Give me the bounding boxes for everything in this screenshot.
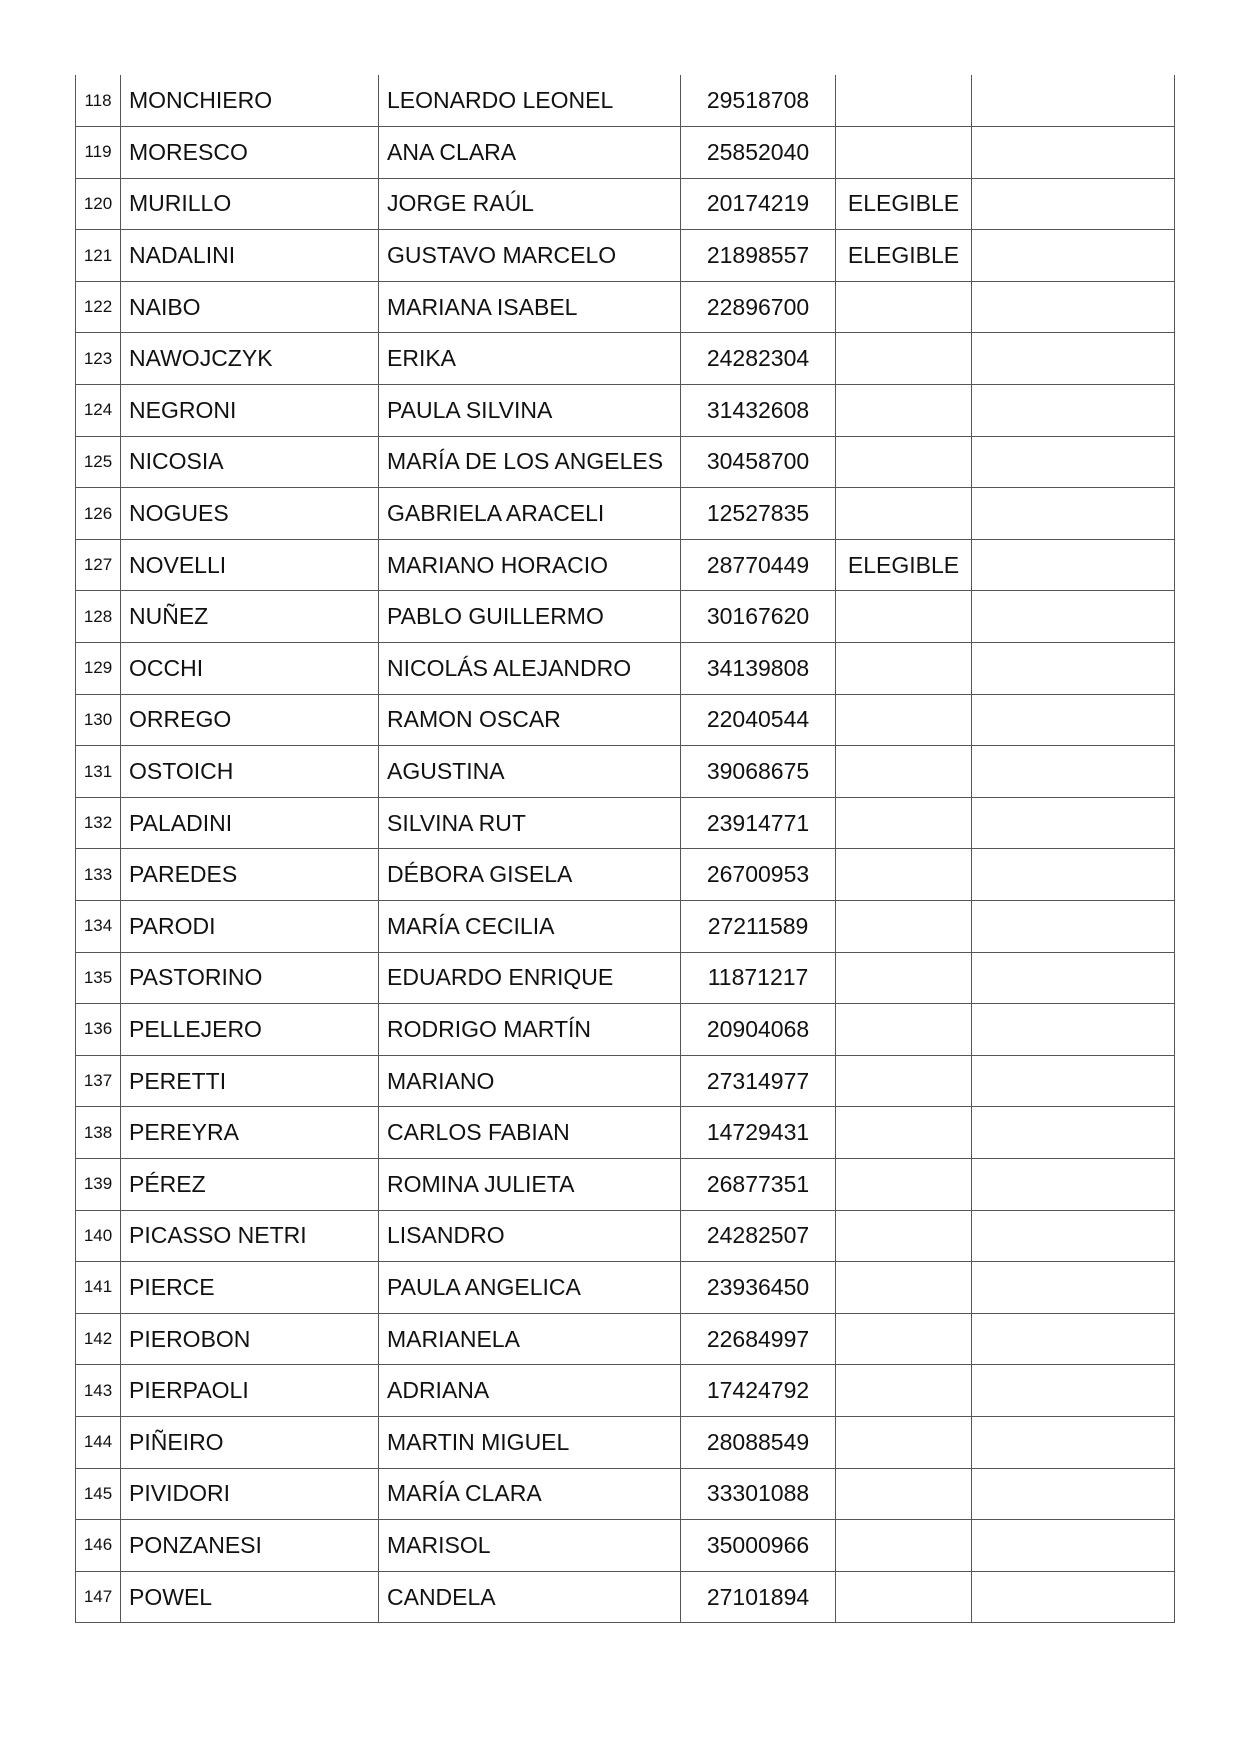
- blank-cell: [972, 901, 1175, 953]
- roster-table-body: [76, 75, 1175, 1623]
- blank-cell: [972, 952, 1175, 1004]
- blank-cell: [972, 436, 1175, 488]
- row-number: 138: [76, 1107, 121, 1159]
- given-names-cell: MARTIN MIGUEL: [379, 1416, 681, 1468]
- roster-table: [75, 75, 1175, 1623]
- blank-cell: [972, 539, 1175, 591]
- given-names-cell: PAULA ANGELICA: [379, 1262, 681, 1314]
- surname-cell: NEGRONI: [121, 385, 379, 437]
- given-names-cell: NICOLÁS ALEJANDRO: [379, 643, 681, 695]
- id-number-cell: 12527835: [681, 488, 836, 540]
- surname-cell: PAREDES: [121, 849, 379, 901]
- table-row: [76, 849, 1175, 901]
- status-cell: [836, 952, 972, 1004]
- id-number-cell: 24282507: [681, 1210, 836, 1262]
- row-number: 142: [76, 1313, 121, 1365]
- surname-cell: PELLEJERO: [121, 1004, 379, 1056]
- id-number-cell: 29518708: [681, 75, 836, 127]
- status-cell: [836, 1107, 972, 1159]
- surname-cell: ORREGO: [121, 694, 379, 746]
- status-cell: [836, 488, 972, 540]
- given-names-cell: AGUSTINA: [379, 746, 681, 798]
- id-number-cell: 14729431: [681, 1107, 836, 1159]
- surname-cell: PEREYRA: [121, 1107, 379, 1159]
- status-cell: [836, 333, 972, 385]
- table-row: [76, 178, 1175, 230]
- surname-cell: NADALINI: [121, 230, 379, 282]
- id-number-cell: 20174219: [681, 178, 836, 230]
- surname-cell: PIÑEIRO: [121, 1416, 379, 1468]
- blank-cell: [972, 1468, 1175, 1520]
- table-row: [76, 127, 1175, 179]
- blank-cell: [972, 333, 1175, 385]
- id-number-cell: 34139808: [681, 643, 836, 695]
- status-cell: [836, 797, 972, 849]
- id-number-cell: 28770449: [681, 539, 836, 591]
- id-number-cell: 30458700: [681, 436, 836, 488]
- table-row: [76, 385, 1175, 437]
- row-number: 144: [76, 1416, 121, 1468]
- row-number: 128: [76, 591, 121, 643]
- table-row: [76, 694, 1175, 746]
- given-names-cell: MARIANELA: [379, 1313, 681, 1365]
- given-names-cell: MARÍA CECILIA: [379, 901, 681, 953]
- surname-cell: MONCHIERO: [121, 75, 379, 127]
- status-cell: [836, 1055, 972, 1107]
- blank-cell: [972, 75, 1175, 127]
- status-cell: [836, 436, 972, 488]
- row-number: 126: [76, 488, 121, 540]
- blank-cell: [972, 1365, 1175, 1417]
- id-number-cell: 22684997: [681, 1313, 836, 1365]
- status-cell: [836, 643, 972, 695]
- table-row: [76, 1004, 1175, 1056]
- status-cell: [836, 1313, 972, 1365]
- id-number-cell: 31432608: [681, 385, 836, 437]
- id-number-cell: 22040544: [681, 694, 836, 746]
- row-number: 146: [76, 1520, 121, 1572]
- given-names-cell: RAMON OSCAR: [379, 694, 681, 746]
- row-number: 127: [76, 539, 121, 591]
- given-names-cell: GUSTAVO MARCELO: [379, 230, 681, 282]
- given-names-cell: MARÍA DE LOS ANGELES: [379, 436, 681, 488]
- table-row: [76, 488, 1175, 540]
- table-row: [76, 230, 1175, 282]
- table-row: [76, 1055, 1175, 1107]
- table-row: [76, 333, 1175, 385]
- given-names-cell: LEONARDO LEONEL: [379, 75, 681, 127]
- given-names-cell: MARIANO: [379, 1055, 681, 1107]
- given-names-cell: JORGE RAÚL: [379, 178, 681, 230]
- surname-cell: POWEL: [121, 1571, 379, 1623]
- row-number: 134: [76, 901, 121, 953]
- blank-cell: [972, 1158, 1175, 1210]
- table-row: [76, 539, 1175, 591]
- status-cell: [836, 849, 972, 901]
- id-number-cell: 20904068: [681, 1004, 836, 1056]
- table-row: [76, 281, 1175, 333]
- row-number: 147: [76, 1571, 121, 1623]
- status-cell: [836, 1158, 972, 1210]
- given-names-cell: ADRIANA: [379, 1365, 681, 1417]
- surname-cell: MORESCO: [121, 127, 379, 179]
- given-names-cell: MARIANA ISABEL: [379, 281, 681, 333]
- blank-cell: [972, 849, 1175, 901]
- blank-cell: [972, 127, 1175, 179]
- surname-cell: NOVELLI: [121, 539, 379, 591]
- id-number-cell: 35000966: [681, 1520, 836, 1572]
- table-row: [76, 746, 1175, 798]
- id-number-cell: 23914771: [681, 797, 836, 849]
- table-row: [76, 1210, 1175, 1262]
- id-number-cell: 17424792: [681, 1365, 836, 1417]
- given-names-cell: GABRIELA ARACELI: [379, 488, 681, 540]
- blank-cell: [972, 1520, 1175, 1572]
- table-row: [76, 1262, 1175, 1314]
- row-number: 122: [76, 281, 121, 333]
- status-cell: [836, 1571, 972, 1623]
- table-row: [76, 1365, 1175, 1417]
- blank-cell: [972, 1107, 1175, 1159]
- row-number: 119: [76, 127, 121, 179]
- blank-cell: [972, 488, 1175, 540]
- id-number-cell: 30167620: [681, 591, 836, 643]
- id-number-cell: 27211589: [681, 901, 836, 953]
- status-cell: [836, 1210, 972, 1262]
- table-row: [76, 1468, 1175, 1520]
- given-names-cell: EDUARDO ENRIQUE: [379, 952, 681, 1004]
- row-number: 118: [76, 75, 121, 127]
- row-number: 120: [76, 178, 121, 230]
- given-names-cell: ROMINA JULIETA: [379, 1158, 681, 1210]
- blank-cell: [972, 1055, 1175, 1107]
- status-cell: [836, 1365, 972, 1417]
- id-number-cell: 28088549: [681, 1416, 836, 1468]
- blank-cell: [972, 643, 1175, 695]
- status-cell: [836, 591, 972, 643]
- surname-cell: PALADINI: [121, 797, 379, 849]
- surname-cell: OCCHI: [121, 643, 379, 695]
- blank-cell: [972, 281, 1175, 333]
- surname-cell: NUÑEZ: [121, 591, 379, 643]
- blank-cell: [972, 1004, 1175, 1056]
- blank-cell: [972, 591, 1175, 643]
- given-names-cell: ANA CLARA: [379, 127, 681, 179]
- row-number: 131: [76, 746, 121, 798]
- table-row: [76, 901, 1175, 953]
- id-number-cell: 26877351: [681, 1158, 836, 1210]
- blank-cell: [972, 746, 1175, 798]
- surname-cell: PERETTI: [121, 1055, 379, 1107]
- row-number: 141: [76, 1262, 121, 1314]
- blank-cell: [972, 230, 1175, 282]
- id-number-cell: 11871217: [681, 952, 836, 1004]
- blank-cell: [972, 1262, 1175, 1314]
- status-cell: [836, 281, 972, 333]
- table-row: [76, 1107, 1175, 1159]
- id-number-cell: 25852040: [681, 127, 836, 179]
- id-number-cell: 33301088: [681, 1468, 836, 1520]
- id-number-cell: 23936450: [681, 1262, 836, 1314]
- given-names-cell: LISANDRO: [379, 1210, 681, 1262]
- status-cell: [836, 1468, 972, 1520]
- row-number: 123: [76, 333, 121, 385]
- surname-cell: NAIBO: [121, 281, 379, 333]
- row-number: 143: [76, 1365, 121, 1417]
- blank-cell: [972, 385, 1175, 437]
- given-names-cell: MARIANO HORACIO: [379, 539, 681, 591]
- surname-cell: PIERCE: [121, 1262, 379, 1314]
- table-row: [76, 1158, 1175, 1210]
- id-number-cell: 24282304: [681, 333, 836, 385]
- given-names-cell: MARÍA CLARA: [379, 1468, 681, 1520]
- status-cell: [836, 1416, 972, 1468]
- status-cell: ELEGIBLE: [836, 539, 972, 591]
- surname-cell: PONZANESI: [121, 1520, 379, 1572]
- status-cell: [836, 901, 972, 953]
- blank-cell: [972, 1210, 1175, 1262]
- id-number-cell: 27314977: [681, 1055, 836, 1107]
- surname-cell: PARODI: [121, 901, 379, 953]
- status-cell: [836, 1262, 972, 1314]
- given-names-cell: SILVINA RUT: [379, 797, 681, 849]
- given-names-cell: DÉBORA GISELA: [379, 849, 681, 901]
- id-number-cell: 22896700: [681, 281, 836, 333]
- row-number: 132: [76, 797, 121, 849]
- blank-cell: [972, 694, 1175, 746]
- row-number: 129: [76, 643, 121, 695]
- surname-cell: PIEROBON: [121, 1313, 379, 1365]
- row-number: 124: [76, 385, 121, 437]
- status-cell: ELEGIBLE: [836, 178, 972, 230]
- row-number: 135: [76, 952, 121, 1004]
- table-row: [76, 1313, 1175, 1365]
- status-cell: [836, 694, 972, 746]
- id-number-cell: 39068675: [681, 746, 836, 798]
- table-row: [76, 1416, 1175, 1468]
- blank-cell: [972, 1571, 1175, 1623]
- status-cell: [836, 746, 972, 798]
- row-number: 139: [76, 1158, 121, 1210]
- table-row: [76, 643, 1175, 695]
- given-names-cell: CANDELA: [379, 1571, 681, 1623]
- row-number: 130: [76, 694, 121, 746]
- row-number: 125: [76, 436, 121, 488]
- status-cell: [836, 1520, 972, 1572]
- blank-cell: [972, 1416, 1175, 1468]
- row-number: 136: [76, 1004, 121, 1056]
- given-names-cell: MARISOL: [379, 1520, 681, 1572]
- blank-cell: [972, 797, 1175, 849]
- blank-cell: [972, 178, 1175, 230]
- given-names-cell: PABLO GUILLERMO: [379, 591, 681, 643]
- status-cell: [836, 127, 972, 179]
- table-row: [76, 75, 1175, 127]
- table-row: [76, 591, 1175, 643]
- id-number-cell: 21898557: [681, 230, 836, 282]
- surname-cell: PIERPAOLI: [121, 1365, 379, 1417]
- table-row: [76, 1520, 1175, 1572]
- status-cell: [836, 1004, 972, 1056]
- table-row: [76, 952, 1175, 1004]
- id-number-cell: 26700953: [681, 849, 836, 901]
- surname-cell: PICASSO NETRI: [121, 1210, 379, 1262]
- status-cell: [836, 385, 972, 437]
- blank-cell: [972, 1313, 1175, 1365]
- surname-cell: PÉREZ: [121, 1158, 379, 1210]
- surname-cell: NOGUES: [121, 488, 379, 540]
- row-number: 137: [76, 1055, 121, 1107]
- surname-cell: PASTORINO: [121, 952, 379, 1004]
- given-names-cell: RODRIGO MARTÍN: [379, 1004, 681, 1056]
- given-names-cell: CARLOS FABIAN: [379, 1107, 681, 1159]
- surname-cell: MURILLO: [121, 178, 379, 230]
- row-number: 121: [76, 230, 121, 282]
- table-row: [76, 436, 1175, 488]
- row-number: 145: [76, 1468, 121, 1520]
- surname-cell: PIVIDORI: [121, 1468, 379, 1520]
- status-cell: [836, 75, 972, 127]
- row-number: 140: [76, 1210, 121, 1262]
- table-row: [76, 797, 1175, 849]
- surname-cell: NICOSIA: [121, 436, 379, 488]
- given-names-cell: PAULA SILVINA: [379, 385, 681, 437]
- row-number: 133: [76, 849, 121, 901]
- id-number-cell: 27101894: [681, 1571, 836, 1623]
- surname-cell: OSTOICH: [121, 746, 379, 798]
- surname-cell: NAWOJCZYK: [121, 333, 379, 385]
- table-row: [76, 1571, 1175, 1623]
- given-names-cell: ERIKA: [379, 333, 681, 385]
- status-cell: ELEGIBLE: [836, 230, 972, 282]
